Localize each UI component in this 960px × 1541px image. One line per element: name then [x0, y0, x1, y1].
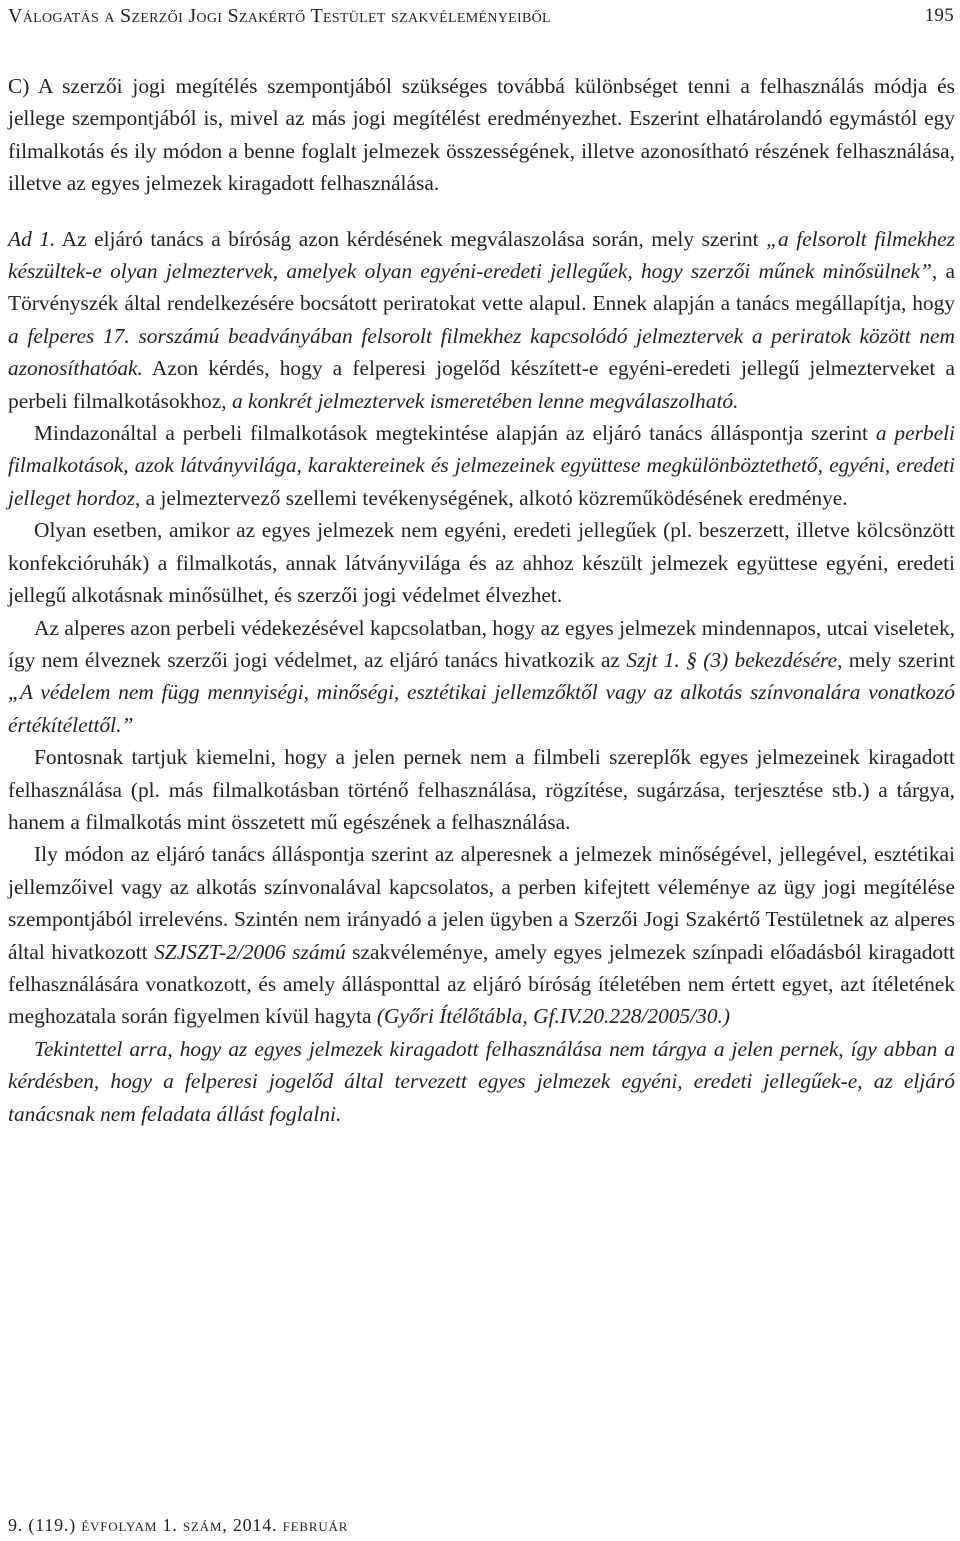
text-run: Az eljáró tanács a bíróság azon kérdésének megválaszolása során, mely szerint	[55, 226, 767, 251]
text-run: szakvéleménye, amely egyes jelmezek színpadi előadásból kiragadott felhasználására vonatkozott, és amely állásponttal az eljáró bíróság ítéletében nem értett egyet, azt ítéletének meghozatala során figyelmen kívül hagyta	[8, 939, 955, 1029]
paragraph	[8, 514, 955, 611]
paragraph	[8, 838, 955, 1032]
paragraph	[8, 417, 955, 514]
text-run: , a Törvényszék által rendelkezésére bocsátott periratokat vette alapul. Ennek alapján a tanács megállapítja, hogy	[8, 259, 955, 316]
body-text	[8, 70, 955, 1130]
paragraph	[8, 223, 955, 417]
text-run: C) A szerzői jogi megítélés szempontjából szükséges továbbá különbséget tenni a felhasználás módja és jellege szempontjából is, mivel az más jogi megítélést eredményezhet. Eszerint elhatárolandó egymástól egy filmalkotás és ily módon a benne foglalt jelmezek összességének, illetve azonosítható részének felhasználása, illetve az egyes jelmezek kiragadott felhasználása.	[8, 74, 955, 196]
italic-text-run: Szjt 1. § (3) bekezdésére	[626, 647, 838, 672]
running-header	[8, 2, 954, 30]
paragraph	[8, 1033, 955, 1130]
paragraph	[8, 70, 955, 200]
page-number: 195	[924, 5, 954, 26]
italic-text-run: SZJSZT-2/2006 számú	[154, 939, 346, 964]
italic-text-run: „a felsorolt filmekhez készültek-e olyan jelmeztervek, amelyek olyan egyéni-eredeti jellegűek, hogy szerzői műnek minősülnek”	[8, 226, 955, 284]
paragraph	[8, 741, 955, 838]
paragraph	[8, 612, 955, 742]
italic-text-run: a konkrét jelmeztervek ismeretében lenne megválaszolható.	[231, 388, 739, 413]
italic-text-run: (Győri Ítélőtábla, Gf.IV.20.228/2005/30.)	[376, 1004, 730, 1029]
italic-text-run: Ad 1.	[8, 226, 56, 251]
italic-text-run: Tekintettel arra, hogy az egyes jelmezek kiragadott felhasználása nem tárgya a jelen pernek, így abban a kérdésben, hogy a felperesi jogelőd által tervezett egyes jelmezek egyéni, eredeti jellegűek-e, az eljáró tanácsnak nem feladata állást foglalni.	[8, 1036, 955, 1126]
italic-text-run: a perbeli filmalkotások, azok látványvilága, karaktereinek és jelmezeinek együttese megkülönböztethető, egyéni, eredeti jelleget hordoz	[8, 421, 955, 510]
italic-text-run: „A védelem nem függ mennyiségi, minőségi, esztétikai jellemzőktől vagy az alkotás színvonalára vonatkozó értékítélettől.”	[8, 680, 955, 737]
text-run: , mely szerint	[837, 647, 955, 672]
italic-text-run: a felperes 17. sorszámú beadványában felsorolt filmekhez kapcsolódó jelmeztervek a periratok között nem azonosíthatóak.	[8, 323, 955, 381]
text-run: Az alperes azon perbeli védekezésével kapcsolatban, hogy az egyes jelmezek mindennapos, utcai viseletek, így nem élveznek szerzői jogi védelmet, az eljáró tanács hivatkozik az	[8, 615, 955, 672]
text-run: Azon kérdés, hogy a felperesi jogelőd készített-e egyéni-eredeti jellegű jelmezterveket a perbeli filmalkotásokhoz,	[8, 356, 955, 413]
text-run: Olyan esetben, amikor az egyes jelmezek nem egyéni, eredeti jellegűek (pl. beszerzett, illetve kölcsönzött konfekcióruhák) a filmalkotás, annak látványvilága és az ahhoz készült jelmezek együttese egyéni, eredeti jellegű alkotásnak minősülhet, és szerzői jogi védelmet élvezhet.	[8, 518, 955, 608]
running-header-title: Válogatás a Szerzői Jogi Szakértő Testület szakvéleményeiből	[8, 5, 551, 27]
text-run: , a jelmeztervező szellemi tevékenységének, alkotó közreműködésének eredménye.	[134, 485, 848, 510]
text-run: Fontosnak tartjuk kiemelni, hogy a jelen pernek nem a filmbeli szereplők egyes jelmezeinek kiragadott felhasználása (pl. más filmalkotásban történő felhasználása, rögzítése, sugárzása, terjesztése stb.) a tárgya, hanem a filmalkotás mint összetett mű egészének a felhasználása.	[8, 745, 955, 834]
text-run: Mindazonáltal a perbeli filmalkotások megtekintése alapján az eljáró tanács álláspontja szerint	[34, 421, 876, 446]
issue-footer: 9. (119.) évfolyam 1. szám, 2014. február	[8, 1515, 349, 1535]
text-run: Ily módon az eljáró tanács álláspontja szerint az alperesnek a jelmezek minőségével, jellegével, esztétikai jellemzőivel vagy az alkotás színvonalával kapcsolatos, a perben kifejtett véleménye az ügy jogi megítélése szempontjából irrelevéns. Szintén nem irányadó a jelen ügyben a Szerzői Jogi Szakértő Testületnek az alperes által hivatkozott	[8, 842, 955, 964]
